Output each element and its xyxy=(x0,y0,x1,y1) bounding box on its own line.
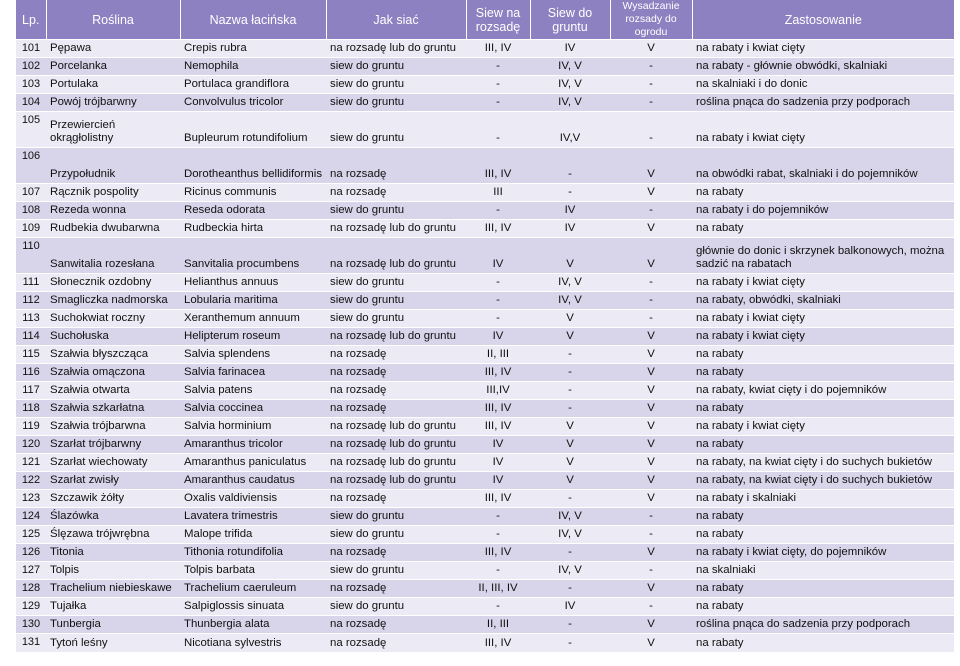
cell-siew-rozsade: III, IV xyxy=(466,400,530,418)
cell-nazwa: Bupleurum rotundifolium xyxy=(180,112,326,148)
table-row xyxy=(16,508,954,526)
cell-siew-rozsade: III, IV xyxy=(466,418,530,436)
cell-siew-grunt: - xyxy=(530,580,610,598)
cell-siew-rozsade: - xyxy=(466,76,530,94)
header-nazwa: Nazwa łacińska xyxy=(180,0,326,40)
cell-roslina: Tunbergia xyxy=(46,616,180,634)
cell-zastosowanie: na rabaty i kwiat cięty xyxy=(692,112,954,148)
cell-siew-grunt: IV, V xyxy=(530,274,610,292)
cell-lp: 111 xyxy=(16,274,46,292)
table-row xyxy=(16,490,954,508)
cell-nazwa: Reseda odorata xyxy=(180,202,326,220)
cell-zastosowanie: na rabaty - głównie obwódki, skalniaki xyxy=(692,58,954,76)
cell-jak-siac: na rozsadę lub do gruntu xyxy=(326,238,466,274)
cell-roslina: Tujałka xyxy=(46,598,180,616)
cell-lp: 121 xyxy=(16,454,46,472)
header-zastosowanie: Zastosowanie xyxy=(692,0,954,40)
cell-roslina: Tytoń leśny xyxy=(46,634,180,652)
table-row xyxy=(16,310,954,328)
cell-siew-rozsade: - xyxy=(466,274,530,292)
header-roslina: Roślina xyxy=(46,0,180,40)
cell-lp: 113 xyxy=(16,310,46,328)
cell-siew-rozsade: - xyxy=(466,508,530,526)
cell-roslina: Powój trójbarwny xyxy=(46,94,180,112)
cell-siew-grunt: IV, V xyxy=(530,526,610,544)
cell-jak-siac: na rozsadę xyxy=(326,616,466,634)
cell-nazwa: Convolvulus tricolor xyxy=(180,94,326,112)
cell-siew-grunt: - xyxy=(530,148,610,184)
cell-nazwa: Lobularia maritima xyxy=(180,292,326,310)
table-row xyxy=(16,436,954,454)
table-row xyxy=(16,148,954,184)
cell-siew-grunt: IV xyxy=(530,220,610,238)
cell-wysadzanie: - xyxy=(610,562,692,580)
table-row xyxy=(16,94,954,112)
cell-siew-grunt: - xyxy=(530,364,610,382)
cell-wysadzanie: V xyxy=(610,454,692,472)
cell-roslina: Smagliczka nadmorska xyxy=(46,292,180,310)
cell-jak-siac: na rozsadę xyxy=(326,634,466,652)
cell-zastosowanie: na obwódki rabat, skalniaki i do pojemników xyxy=(692,148,954,184)
cell-nazwa: Salvia farinacea xyxy=(180,364,326,382)
cell-nazwa: Amaranthus caudatus xyxy=(180,472,326,490)
cell-siew-rozsade: IV xyxy=(466,472,530,490)
cell-roslina: Szałwia błyszcząca xyxy=(46,346,180,364)
cell-nazwa: Lavatera trimestris xyxy=(180,508,326,526)
cell-lp: 105 xyxy=(16,112,46,148)
cell-siew-rozsade: IV xyxy=(466,454,530,472)
cell-jak-siac: na rozsadę lub do gruntu xyxy=(326,418,466,436)
cell-zastosowanie: na skalniaki i do donic xyxy=(692,76,954,94)
cell-nazwa: Thunbergia alata xyxy=(180,616,326,634)
table-row xyxy=(16,220,954,238)
cell-siew-rozsade: III, IV xyxy=(466,364,530,382)
cell-wysadzanie: V xyxy=(610,418,692,436)
cell-zastosowanie: na rabaty i skalniaki xyxy=(692,490,954,508)
table-row xyxy=(16,202,954,220)
cell-roslina: Przypołudnik xyxy=(46,148,180,184)
table-row xyxy=(16,562,954,580)
cell-nazwa: Crepis rubra xyxy=(180,40,326,58)
table-row xyxy=(16,544,954,562)
cell-zastosowanie: roślina pnąca do sadzenia przy podporach xyxy=(692,94,954,112)
cell-siew-grunt: IV, V xyxy=(530,292,610,310)
cell-siew-rozsade: - xyxy=(466,202,530,220)
cell-lp: 128 xyxy=(16,580,46,598)
cell-zastosowanie: na rabaty xyxy=(692,508,954,526)
table-row xyxy=(16,616,954,634)
cell-roslina: Ślęzawa trójwrębna xyxy=(46,526,180,544)
cell-siew-rozsade: - xyxy=(466,562,530,580)
table-row xyxy=(16,598,954,616)
cell-zastosowanie: na rabaty xyxy=(692,346,954,364)
cell-jak-siac: siew do gruntu xyxy=(326,76,466,94)
cell-siew-rozsade: III, IV xyxy=(466,40,530,58)
cell-lp: 108 xyxy=(16,202,46,220)
cell-siew-grunt: - xyxy=(530,400,610,418)
cell-zastosowanie: na rabaty xyxy=(692,634,954,652)
cell-wysadzanie: V xyxy=(610,490,692,508)
cell-lp: 107 xyxy=(16,184,46,202)
cell-jak-siac: na rozsadę xyxy=(326,148,466,184)
cell-wysadzanie: - xyxy=(610,598,692,616)
cell-jak-siac: siew do gruntu xyxy=(326,274,466,292)
cell-zastosowanie: roślina pnąca do sadzenia przy podporach xyxy=(692,616,954,634)
cell-nazwa: Helianthus annuus xyxy=(180,274,326,292)
table-row xyxy=(16,274,954,292)
cell-roslina: Pępawa xyxy=(46,40,180,58)
cell-siew-grunt: V xyxy=(530,436,610,454)
cell-wysadzanie: V xyxy=(610,580,692,598)
cell-lp: 109 xyxy=(16,220,46,238)
cell-siew-grunt: IV,V xyxy=(530,112,610,148)
table-row xyxy=(16,76,954,94)
table-row xyxy=(16,580,954,598)
table-row xyxy=(16,328,954,346)
cell-siew-grunt: V xyxy=(530,328,610,346)
cell-jak-siac: na rozsadę lub do gruntu xyxy=(326,40,466,58)
cell-zastosowanie: na rabaty, na kwiat cięty i do suchych bukietów xyxy=(692,472,954,490)
cell-zastosowanie: na rabaty, na kwiat cięty i do suchych bukietów xyxy=(692,454,954,472)
cell-siew-rozsade: IV xyxy=(466,328,530,346)
cell-lp: 103 xyxy=(16,76,46,94)
cell-jak-siac: siew do gruntu xyxy=(326,526,466,544)
cell-lp: 116 xyxy=(16,364,46,382)
cell-wysadzanie: V xyxy=(610,148,692,184)
cell-nazwa: Oxalis valdiviensis xyxy=(180,490,326,508)
cell-zastosowanie: na skalniaki xyxy=(692,562,954,580)
cell-siew-rozsade: II, III xyxy=(466,616,530,634)
cell-siew-grunt: - xyxy=(530,382,610,400)
cell-wysadzanie: V xyxy=(610,364,692,382)
cell-wysadzanie: - xyxy=(610,76,692,94)
cell-wysadzanie: V xyxy=(610,616,692,634)
cell-lp: 101 xyxy=(16,40,46,58)
cell-lp: 124 xyxy=(16,508,46,526)
cell-nazwa: Tithonia rotundifolia xyxy=(180,544,326,562)
cell-nazwa: Tolpis barbata xyxy=(180,562,326,580)
cell-jak-siac: siew do gruntu xyxy=(326,202,466,220)
cell-roslina: Szczawik żółty xyxy=(46,490,180,508)
cell-wysadzanie: - xyxy=(610,292,692,310)
cell-jak-siac: na rozsadę lub do gruntu xyxy=(326,454,466,472)
cell-lp: 106 xyxy=(16,148,46,184)
cell-zastosowanie: na rabaty xyxy=(692,184,954,202)
cell-siew-rozsade: III, IV xyxy=(466,634,530,652)
cell-nazwa: Dorotheanthus bellidiformis xyxy=(180,148,326,184)
cell-zastosowanie: na rabaty i kwiat cięty xyxy=(692,274,954,292)
cell-zastosowanie: na rabaty i kwiat cięty xyxy=(692,328,954,346)
cell-jak-siac: na rozsadę lub do gruntu xyxy=(326,472,466,490)
cell-siew-grunt: IV xyxy=(530,598,610,616)
cell-roslina: Portulaka xyxy=(46,76,180,94)
cell-lp: 115 xyxy=(16,346,46,364)
cell-zastosowanie: na rabaty i do pojemników xyxy=(692,202,954,220)
cell-jak-siac: siew do gruntu xyxy=(326,598,466,616)
cell-lp: 127 xyxy=(16,562,46,580)
cell-siew-rozsade: III, IV xyxy=(466,148,530,184)
table-row xyxy=(16,346,954,364)
table-row xyxy=(16,454,954,472)
cell-nazwa: Nicotiana sylvestris xyxy=(180,634,326,652)
cell-jak-siac: na rozsadę xyxy=(326,580,466,598)
cell-wysadzanie: V xyxy=(610,238,692,274)
cell-wysadzanie: V xyxy=(610,220,692,238)
cell-jak-siac: siew do gruntu xyxy=(326,508,466,526)
cell-lp: 102 xyxy=(16,58,46,76)
cell-nazwa: Ricinus communis xyxy=(180,184,326,202)
cell-siew-grunt: IV, V xyxy=(530,562,610,580)
cell-nazwa: Salvia coccinea xyxy=(180,400,326,418)
cell-jak-siac: na rozsadę lub do gruntu xyxy=(326,328,466,346)
cell-roslina: Suchokwiat roczny xyxy=(46,310,180,328)
cell-nazwa: Amaranthus paniculatus xyxy=(180,454,326,472)
cell-siew-rozsade: - xyxy=(466,58,530,76)
cell-lp: 123 xyxy=(16,490,46,508)
cell-zastosowanie: na rabaty xyxy=(692,580,954,598)
cell-roslina: Porcelanka xyxy=(46,58,180,76)
cell-zastosowanie: na rabaty i kwiat cięty xyxy=(692,310,954,328)
table-row xyxy=(16,382,954,400)
cell-nazwa: Trachelium caeruleum xyxy=(180,580,326,598)
table-row xyxy=(16,238,954,274)
cell-wysadzanie: V xyxy=(610,634,692,652)
cell-nazwa: Amaranthus tricolor xyxy=(180,436,326,454)
header-siew-rozsade: Siew na rozsadę xyxy=(466,0,530,40)
cell-wysadzanie: V xyxy=(610,436,692,454)
cell-siew-rozsade: IV xyxy=(466,436,530,454)
table-row xyxy=(16,364,954,382)
cell-jak-siac: siew do gruntu xyxy=(326,292,466,310)
cell-roslina: Szarłat wiechowaty xyxy=(46,454,180,472)
cell-roslina: Szarłat zwisły xyxy=(46,472,180,490)
table-row xyxy=(16,184,954,202)
cell-wysadzanie: - xyxy=(610,202,692,220)
cell-roslina: Suchołuska xyxy=(46,328,180,346)
cell-roslina: Rącznik pospolity xyxy=(46,184,180,202)
cell-zastosowanie: na rabaty i kwiat cięty xyxy=(692,418,954,436)
cell-wysadzanie: - xyxy=(610,58,692,76)
header-wysadzanie: Wysadzanie rozsady do ogrodu xyxy=(610,0,692,40)
header-jak-siac: Jak siać xyxy=(326,0,466,40)
cell-siew-grunt: V xyxy=(530,310,610,328)
cell-nazwa: Malope trifida xyxy=(180,526,326,544)
cell-siew-grunt: IV xyxy=(530,40,610,58)
cell-siew-rozsade: II, III xyxy=(466,346,530,364)
table-row xyxy=(16,112,954,148)
cell-jak-siac: siew do gruntu xyxy=(326,562,466,580)
cell-roslina: Szałwia szkarłatna xyxy=(46,400,180,418)
cell-siew-rozsade: - xyxy=(466,598,530,616)
cell-jak-siac: na rozsadę xyxy=(326,184,466,202)
cell-siew-rozsade: III,IV xyxy=(466,382,530,400)
cell-roslina: Szałwia omączona xyxy=(46,364,180,382)
cell-wysadzanie: V xyxy=(610,40,692,58)
cell-jak-siac: siew do gruntu xyxy=(326,310,466,328)
cell-siew-rozsade: III xyxy=(466,184,530,202)
cell-siew-grunt: IV, V xyxy=(530,76,610,94)
cell-lp: 104 xyxy=(16,94,46,112)
table-row xyxy=(16,418,954,436)
cell-roslina: Szarłat trójbarwny xyxy=(46,436,180,454)
cell-jak-siac: na rozsadę xyxy=(326,544,466,562)
cell-zastosowanie: głównie do donic i skrzynek balkonowych, można sadzić na rabatach xyxy=(692,238,954,274)
cell-siew-grunt: - xyxy=(530,544,610,562)
cell-roslina: Trachelium niebieskawe xyxy=(46,580,180,598)
cell-nazwa: Salvia horminium xyxy=(180,418,326,436)
cell-lp: 130 xyxy=(16,616,46,634)
cell-siew-grunt: - xyxy=(530,346,610,364)
cell-jak-siac: na rozsadę lub do gruntu xyxy=(326,436,466,454)
cell-wysadzanie: V xyxy=(610,346,692,364)
cell-lp: 131 xyxy=(16,634,46,652)
cell-roslina: Rudbekia dwubarwna xyxy=(46,220,180,238)
table-row xyxy=(16,400,954,418)
cell-siew-grunt: V xyxy=(530,418,610,436)
cell-lp: 122 xyxy=(16,472,46,490)
cell-wysadzanie: - xyxy=(610,94,692,112)
table-row xyxy=(16,292,954,310)
cell-wysadzanie: - xyxy=(610,310,692,328)
cell-wysadzanie: V xyxy=(610,328,692,346)
cell-roslina: Słonecznik ozdobny xyxy=(46,274,180,292)
cell-lp: 120 xyxy=(16,436,46,454)
cell-wysadzanie: - xyxy=(610,508,692,526)
cell-wysadzanie: - xyxy=(610,112,692,148)
cell-zastosowanie: na rabaty xyxy=(692,526,954,544)
cell-siew-grunt: IV, V xyxy=(530,508,610,526)
table-row xyxy=(16,526,954,544)
cell-roslina: Przewiercień okrągłolistny xyxy=(46,112,180,148)
cell-siew-grunt: - xyxy=(530,616,610,634)
cell-roslina: Sanwitalia rozesłana xyxy=(46,238,180,274)
cell-roslina: Titonia xyxy=(46,544,180,562)
cell-siew-grunt: IV xyxy=(530,202,610,220)
cell-wysadzanie: V xyxy=(610,472,692,490)
cell-wysadzanie: - xyxy=(610,526,692,544)
cell-siew-grunt: V xyxy=(530,454,610,472)
cell-lp: 118 xyxy=(16,400,46,418)
plant-table xyxy=(16,0,954,652)
table-row xyxy=(16,634,954,652)
cell-jak-siac: na rozsadę xyxy=(326,400,466,418)
cell-zastosowanie: na rabaty, kwiat cięty i do pojemników xyxy=(692,382,954,400)
cell-lp: 129 xyxy=(16,598,46,616)
cell-jak-siac: na rozsadę xyxy=(326,382,466,400)
cell-lp: 114 xyxy=(16,328,46,346)
cell-nazwa: Salpiglossis sinuata xyxy=(180,598,326,616)
cell-siew-rozsade: - xyxy=(466,292,530,310)
cell-wysadzanie: V xyxy=(610,400,692,418)
cell-nazwa: Salvia splendens xyxy=(180,346,326,364)
cell-roslina: Tolpis xyxy=(46,562,180,580)
cell-siew-rozsade: III, IV xyxy=(466,220,530,238)
cell-jak-siac: na rozsadę xyxy=(326,346,466,364)
cell-nazwa: Helipterum roseum xyxy=(180,328,326,346)
cell-roslina: Szałwia trójbarwna xyxy=(46,418,180,436)
header-row xyxy=(16,0,954,40)
header-siew-grunt: Siew do gruntu xyxy=(530,0,610,40)
cell-roslina: Szałwia otwarta xyxy=(46,382,180,400)
cell-zastosowanie: na rabaty, obwódki, skalniaki xyxy=(692,292,954,310)
cell-siew-rozsade: - xyxy=(466,310,530,328)
cell-siew-grunt: IV, V xyxy=(530,58,610,76)
cell-siew-rozsade: - xyxy=(466,526,530,544)
cell-lp: 110 xyxy=(16,238,46,274)
cell-siew-grunt: IV, V xyxy=(530,94,610,112)
cell-jak-siac: na rozsadę xyxy=(326,490,466,508)
cell-zastosowanie: na rabaty i kwiat cięty, do pojemników xyxy=(692,544,954,562)
cell-zastosowanie: na rabaty xyxy=(692,400,954,418)
cell-lp: 119 xyxy=(16,418,46,436)
cell-siew-rozsade: III, IV xyxy=(466,544,530,562)
cell-siew-rozsade: - xyxy=(466,112,530,148)
cell-jak-siac: siew do gruntu xyxy=(326,112,466,148)
cell-roslina: Rezeda wonna xyxy=(46,202,180,220)
cell-siew-rozsade: III, IV xyxy=(466,490,530,508)
cell-lp: 117 xyxy=(16,382,46,400)
cell-jak-siac: na rozsadę xyxy=(326,364,466,382)
cell-zastosowanie: na rabaty i kwiat cięty xyxy=(692,40,954,58)
cell-siew-grunt: - xyxy=(530,184,610,202)
cell-jak-siac: siew do gruntu xyxy=(326,94,466,112)
cell-wysadzanie: V xyxy=(610,184,692,202)
cell-nazwa: Salvia patens xyxy=(180,382,326,400)
table-row xyxy=(16,472,954,490)
cell-nazwa: Xeranthemum annuum xyxy=(180,310,326,328)
cell-zastosowanie: na rabaty xyxy=(692,364,954,382)
cell-jak-siac: siew do gruntu xyxy=(326,58,466,76)
cell-siew-grunt: - xyxy=(530,634,610,652)
cell-roslina: Ślazówka xyxy=(46,508,180,526)
cell-nazwa: Portulaca grandiflora xyxy=(180,76,326,94)
cell-siew-grunt: - xyxy=(530,490,610,508)
cell-nazwa: Sanvitalia procumbens xyxy=(180,238,326,274)
cell-siew-rozsade: IV xyxy=(466,238,530,274)
cell-wysadzanie: V xyxy=(610,382,692,400)
cell-wysadzanie: V xyxy=(610,544,692,562)
cell-siew-grunt: V xyxy=(530,472,610,490)
cell-siew-rozsade: - xyxy=(466,94,530,112)
table-body xyxy=(16,40,954,652)
cell-nazwa: Rudbeckia hirta xyxy=(180,220,326,238)
cell-wysadzanie: - xyxy=(610,274,692,292)
table-row xyxy=(16,40,954,58)
header-lp: Lp. xyxy=(16,0,46,40)
cell-siew-rozsade: II, III, IV xyxy=(466,580,530,598)
cell-siew-grunt: V xyxy=(530,238,610,274)
cell-zastosowanie: na rabaty xyxy=(692,598,954,616)
cell-zastosowanie: na rabaty xyxy=(692,436,954,454)
table-row xyxy=(16,58,954,76)
cell-jak-siac: na rozsadę lub do gruntu xyxy=(326,220,466,238)
cell-lp: 112 xyxy=(16,292,46,310)
cell-nazwa: Nemophila xyxy=(180,58,326,76)
cell-lp: 126 xyxy=(16,544,46,562)
cell-lp: 125 xyxy=(16,526,46,544)
cell-zastosowanie: na rabaty xyxy=(692,220,954,238)
